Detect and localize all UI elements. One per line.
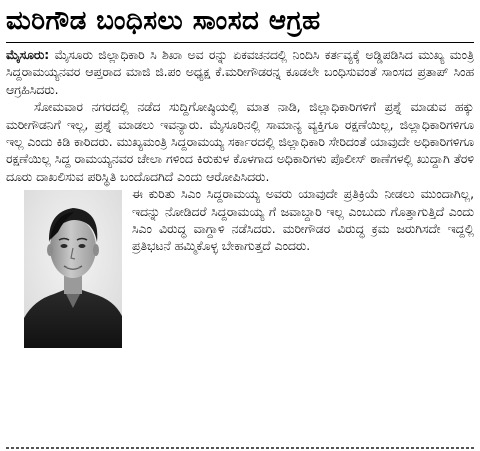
headline-divider (6, 42, 474, 43)
article-dateline: ಮೈಸೂರು: (6, 48, 50, 62)
article-paragraph-1 (6, 47, 474, 99)
person-photo (24, 190, 122, 348)
paragraph-2-text: ಸೋಮವಾರ ನಗರದಲ್ಲಿ ನಡೆದ ಸುದ್ದಿಗೋಷ್ಠಿಯಲ್ಲಿ ಮಾತ ನಾಡಿ, ಜಿಲ್ಲಾಧಿಕಾರಿಗಳಿಗೆ ಪ್ರಶ್ನೆ ಮಾಡುವ ಹಕ್ಕು ಮರೀಗೌಡನಿಗೆ ಇಲ್ಲ, ಪ್ರಶ್ನೆ ಮಾಡಲು ಇವನ್ಯಾರು. ಮೈಸೂರಿನಲ್ಲಿ ಸಾಮಾನ್ಯ ವ್ಯಕ್ತಿಗೂ ರಕ್ಷಣೆಯಿಲ್ಲ, ಜಿಲ್ಲಾಧಿಕಾರಿಗಳಿಗೂ ಇಲ್ಲ ಎಂದು ಕಿಡಿ ಕಾರಿದರು. ಮುಖ್ಯಮಂತ್ರಿ ಸಿದ್ದರಾಮಯ್ಯ ಸರ್ಕಾರದಲ್ಲಿ ಜಿಲ್ಲಾಧಿಕಾರಿ ಸೇರಿದಂತೆ ಯಾವುದೇ ಅಧಿಕಾರಿಗಳಿಗೂ ರಕ್ಷಣೆಯಿಲ್ಲ ಸಿದ್ದ ರಾಮಯ್ಯನವರ ಚೇಲಾ ಗಳಿಂದ ಕಿರುಕುಳ ಕೊಳಗಾದ ಅಧಿಕಾರಿಗಳು ಪೊಲೀಸ್ ಠಾಣೆಗಳಲ್ಲಿ ಖುದ್ದಾಗಿ ತೆರಳಿ ದೂರು ದಾಖಲಿಸುವ ಪರಿಸ್ಥಿತಿ ಬಂದೊದಗಿದೆ ಎಂದು ಆರೋಪಿಸಿದರು. (6, 100, 474, 184)
portrait-image (24, 190, 122, 348)
article-paragraph-2 (6, 99, 474, 186)
paragraph-1-text: ಮೈಸೂರು ಜಿಲ್ಲಾಧಿಕಾರಿ ಸಿ ಶಿಖಾ ಅವ ರನ್ನು ಏಕವಚನದಲ್ಲಿ ನಿಂದಿಸಿ ಕರ್ತವ್ಯಕ್ಕೆ ಅಡ್ಡಿಪಡಿಸಿದ ಮುಖ್ಯ ಮಂತ್ರಿ ಸಿದ್ದರಾಮಯ್ಯನವರ ಆಪ್ತರಾದ ಮಾಜಿ ಜಿ.ಪಂ ಅಧ್ಯಕ್ಷ ಕೆ.ಮರೀಗೌಡರನ್ನ ಕೂಡಲೇ ಬಂಧಿಸುವಂತೆ ಸಾಂಸದ ಪ್ರತಾಪ್ ಸಿಂಹ ಆಗ್ರಹಿಸಿದರು. (6, 48, 474, 97)
article-headline: ಮರಿಗೌಡ ಬಂಧಿಸಲು ಸಾಂಸದ ಆಗ್ರಹ (6, 6, 321, 36)
bottom-dotted-divider (6, 447, 474, 449)
paragraph-3-text: ಈ ಕುರಿತು ಸಿಎಂ ಸಿದ್ದರಾಮಯ್ಯ ಅವರು ಯಾವುದೇ ಪ್ರತಿಕ್ರಿಯೆ ನೀಡಲು ಮುಂದಾಗಿಲ್ಲ, ಇದನ್ನು ನೋಡಿದರೆ ಸಿದ್ದರಾಮಯ್ಯ ಗೆ ಜವಾಬ್ದಾರಿ ಇಲ್ಲ ಎಂಬುದು ಗೊತ್ತಾಗುತ್ತಿದೆ ಎಂದು ಸಿಎಂ ವಿರುದ್ಧ ವಾಗ್ದಾಳಿ ನಡೆಸಿದರು. ಮರೀಗೌಡರ ವಿರುದ್ಧ ಕ್ರಮ ಜರುಗಿಸದೇ ಇದ್ದಲ್ಲಿ ಪ್ರತಿಭಟನೆ ಹಮ್ಮಿಕೊಳ್ಳ ಬೇಕಾಗುತ್ತದೆ ಎಂದರು. (132, 187, 474, 254)
